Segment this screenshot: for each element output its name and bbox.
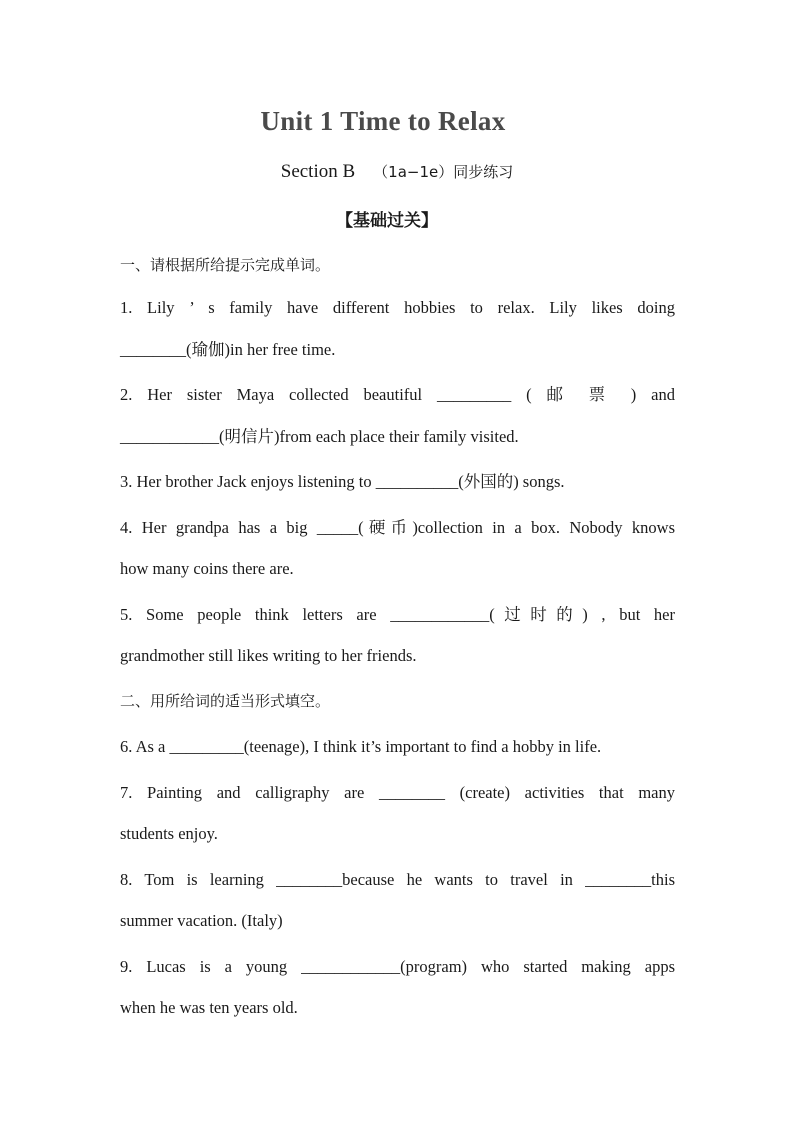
question-9-line-1: 9. Lucas is a young ____________(program) who started making apps (120, 957, 675, 976)
subtitle-practice: （1a−1e）同步练习 (373, 163, 514, 181)
question-5-line-1: 5. Some people think letters are ____________(过时的) , but her (120, 605, 675, 624)
worksheet-subtitle (0, 161, 794, 183)
question-9-line-2: when he was ten years old. (120, 998, 298, 1017)
section-basic-heading: 【基础过关】 (336, 211, 438, 231)
question-5-line-2: grandmother still likes writing to her friends. (120, 646, 417, 665)
question-3: 3. Her brother Jack enjoys listening to __________(外国的) songs. (120, 472, 565, 491)
part2-heading: 二、用所给词的适当形式填空。 (120, 692, 331, 710)
part1-heading: 一、请根据所给提示完成单词。 (120, 256, 331, 274)
worksheet-title: Unit 1 Time to Relax (260, 106, 506, 136)
question-4-line-1: 4. Her grandpa has a big _____(硬币)collection in a box. Nobody knows (120, 518, 675, 537)
question-1-line-1: 1. Lily ’ s family have different hobbies to relax. Lily likes doing (120, 298, 675, 317)
question-8-line-2: summer vacation. (Italy) (120, 911, 283, 930)
question-2-line-2: ____________(明信片)from each place their family visited. (120, 427, 519, 446)
question-7-line-2: students enjoy. (120, 824, 218, 843)
question-8-line-1: 8. Tom is learning ________because he wants to travel in ________this (120, 870, 675, 889)
question-6: 6. As a _________(teenage), I think it’s important to find a hobby in life. (120, 737, 602, 756)
question-4-line-2: how many coins there are. (120, 559, 294, 578)
question-1-line-2: ________(瑜伽)in her free time. (120, 340, 336, 359)
question-2-line-1: 2. Her sister Maya collected beautiful _________ ( 邮 票 ) and (120, 385, 675, 404)
question-7-line-1: 7. Painting and calligraphy are ________ (create) activities that many (120, 783, 675, 802)
subtitle-section: Section B (280, 161, 356, 182)
